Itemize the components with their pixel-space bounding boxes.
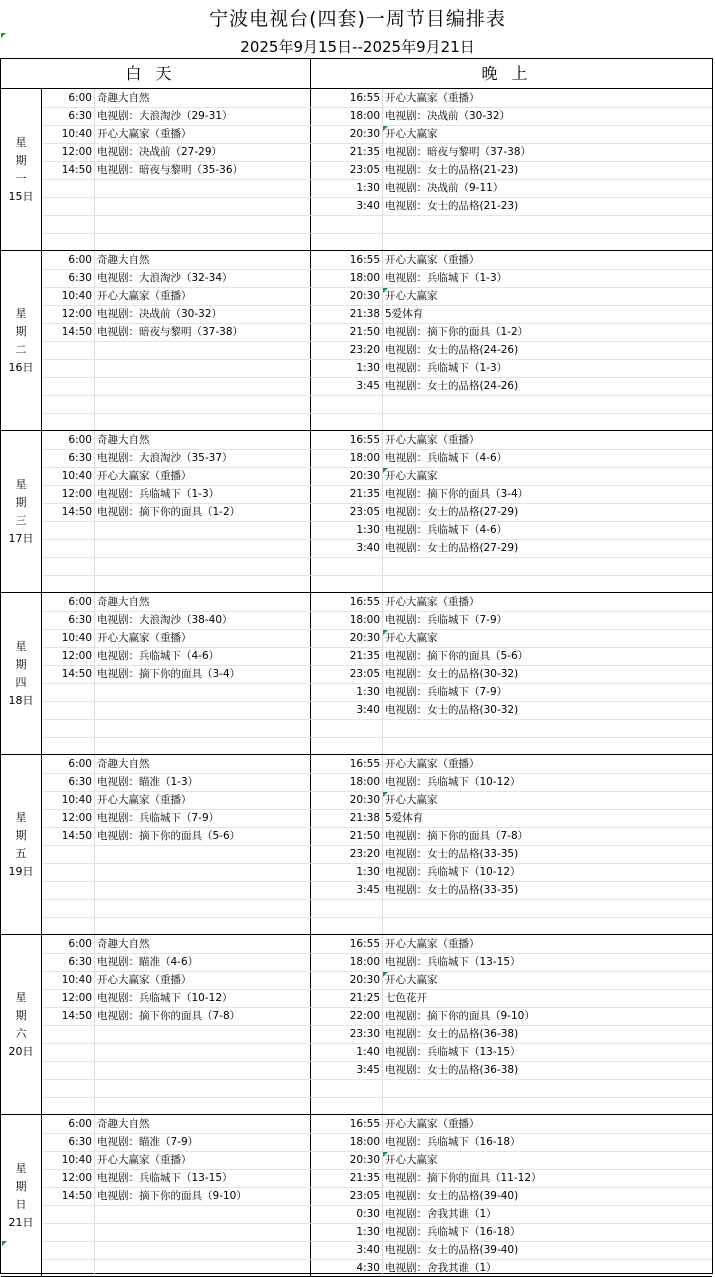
daytime-slot-program: 奇趣大自然 — [97, 254, 150, 266]
daytime-slot-time: 10:40 — [61, 290, 92, 302]
evening-slot-program: 开心大赢家 — [385, 794, 438, 806]
daytime-slot-program: 电视剧：摘下你的面具（7-8） — [97, 1010, 241, 1022]
daytime-slot-program: 开心大赢家（重播） — [97, 1154, 192, 1166]
evening-slot-time: 3:45 — [356, 380, 380, 392]
evening-slot-program: 电视剧：兵临城下（13-15） — [385, 1046, 521, 1058]
weekday-label-char: 期 — [15, 495, 27, 509]
daytime-slot-program: 电视剧：瞄准（4-6） — [97, 956, 199, 968]
weekday-label-char: 五 — [15, 846, 27, 860]
daytime-slot-program: 电视剧：决战前（27-29） — [97, 146, 223, 158]
evening-slot-time: 1:30 — [356, 1226, 380, 1238]
evening-slot-program: 5爱体育 — [385, 812, 424, 824]
day-block — [1, 89, 712, 251]
weekday-label-char: 三 — [15, 513, 27, 527]
evening-slot-time: 18:00 — [349, 452, 380, 464]
evening-slot-time: 1:30 — [356, 362, 380, 374]
weekday-label — [1, 755, 42, 934]
daytime-slot-time: 6:30 — [68, 452, 92, 464]
weekday-label — [1, 251, 42, 430]
evening-slot-time: 18:00 — [349, 776, 380, 788]
daytime-slot-time: 14:50 — [61, 830, 92, 842]
evening-slot-time: 20:30 — [349, 1154, 380, 1166]
header-daytime: 白天 — [1, 59, 311, 88]
daytime-slot-program: 电视剧：暗夜与黎明（37-38） — [97, 326, 244, 338]
row-gridline — [42, 917, 712, 918]
evening-slot-program: 电视剧：决战前（30-32） — [385, 110, 511, 122]
evening-slot-program: 电视剧：兵临城下（1-3） — [385, 362, 508, 374]
column-divider — [382, 431, 383, 592]
evening-slot-time: 18:00 — [349, 1136, 380, 1148]
evening-slot-program: 电视剧：兵临城下（4-6） — [385, 452, 508, 464]
weekday-label-char: 期 — [15, 828, 27, 842]
weekday-label-char: 16日 — [8, 360, 34, 374]
column-divider — [382, 593, 383, 754]
daytime-slot-program: 电视剧：摘下你的面具（5-6） — [97, 830, 241, 842]
weekday-label-char: 星 — [15, 810, 27, 824]
daytime-slot-program: 开心大赢家（重播） — [97, 290, 192, 302]
daytime-slot-program: 电视剧：摘下你的面具（9-10） — [97, 1190, 247, 1202]
daytime-slot-program: 奇趣大自然 — [97, 758, 150, 770]
row-gridline — [42, 899, 712, 900]
evening-slot-program: 电视剧：女士的品格(30-32) — [385, 704, 519, 716]
row-gridline — [42, 395, 712, 396]
evening-slot-time: 23:05 — [349, 506, 380, 518]
evening-slot-time: 21:50 — [349, 326, 380, 338]
evening-slot-time: 23:30 — [349, 1028, 380, 1040]
evening-slot-time: 3:40 — [356, 704, 380, 716]
daytime-slot-program: 电视剧：瞄准（7-9） — [97, 1136, 199, 1148]
evening-slot-time: 18:00 — [349, 956, 380, 968]
evening-slot-time: 23:05 — [349, 164, 380, 176]
evening-slot-program: 电视剧：摘下你的面具（1-2） — [385, 326, 529, 338]
daytime-slot-program: 开心大赢家（重播） — [97, 470, 192, 482]
row-gridline — [42, 413, 712, 414]
daytime-slot-time: 14:50 — [61, 1010, 92, 1022]
evening-slot-program: 开心大赢家（重播） — [385, 434, 480, 446]
evening-slot-time: 1:40 — [356, 1046, 380, 1058]
weekday-label-char: 星 — [15, 306, 27, 320]
evening-slot-time: 18:00 — [349, 110, 380, 122]
evening-slot-time: 21:35 — [349, 488, 380, 500]
column-divider — [382, 89, 383, 250]
weekday-label-char: 星 — [15, 1161, 27, 1175]
evening-slot-program: 电视剧：摘下你的面具（3-4） — [385, 488, 529, 500]
evening-slot-program: 电视剧：女士的品格(30-32) — [385, 668, 519, 680]
weekday-label-char: 15日 — [8, 189, 34, 203]
evening-slot-program: 电视剧：暗夜与黎明（37-38） — [385, 146, 532, 158]
daytime-slot-program: 电视剧：兵临城下（10-12） — [97, 992, 233, 1004]
table-header-row — [1, 59, 712, 89]
daytime-slot-time: 10:40 — [61, 794, 92, 806]
weekday-label-char: 期 — [15, 153, 27, 167]
weekday-label — [1, 431, 42, 592]
day-block — [1, 431, 712, 593]
evening-slot-program: 电视剧：摘下你的面具（9-10） — [385, 1010, 535, 1022]
daytime-slot-time: 6:30 — [68, 614, 92, 626]
evening-slot-program: 电视剧：女士的品格(36-38) — [385, 1028, 519, 1040]
daytime-slot-program: 奇趣大自然 — [97, 596, 150, 608]
weekday-label-char: 17日 — [8, 531, 34, 545]
evening-slot-program: 开心大赢家 — [385, 1154, 438, 1166]
daytime-slot-time: 14:50 — [61, 668, 92, 680]
evening-slot-time: 18:00 — [349, 272, 380, 284]
evening-slot-time: 3:45 — [356, 1064, 380, 1076]
column-divider — [94, 431, 95, 592]
evening-slot-program: 开心大赢家（重播） — [385, 938, 480, 950]
evening-slot-time: 16:55 — [349, 1118, 380, 1130]
daytime-slot-program: 电视剧：摘下你的面具（3-4） — [97, 668, 241, 680]
weekday-label — [1, 1115, 42, 1276]
daytime-slot-time: 10:40 — [61, 632, 92, 644]
evening-slot-time: 16:55 — [349, 938, 380, 950]
daytime-slot-time: 6:00 — [68, 596, 92, 608]
cell-comment-marker — [383, 126, 388, 131]
evening-slot-program: 电视剧：女士的品格(21-23) — [385, 164, 519, 176]
row-gridline — [42, 215, 712, 216]
evening-slot-program: 电视剧：女士的品格(27-29) — [385, 506, 519, 518]
evening-slot-time: 20:30 — [349, 632, 380, 644]
evening-slot-time: 16:55 — [349, 254, 380, 266]
evening-slot-time: 23:20 — [349, 344, 380, 356]
daytime-slot-time: 12:00 — [61, 146, 92, 158]
evening-slot-program: 5爱体育 — [385, 308, 424, 320]
daytime-slot-time: 10:40 — [61, 470, 92, 482]
daytime-slot-program: 电视剧：兵临城下（13-15） — [97, 1172, 233, 1184]
daytime-slot-time: 6:30 — [68, 110, 92, 122]
evening-slot-program: 电视剧：女士的品格(24-26) — [385, 380, 519, 392]
weekday-label-char: 20日 — [8, 1044, 34, 1058]
daytime-slot-program: 电视剧：大浪淘沙（29-31） — [97, 110, 233, 122]
evening-slot-time: 1:30 — [356, 182, 380, 194]
day-block — [1, 935, 712, 1115]
daytime-slot-time: 14:50 — [61, 326, 92, 338]
daytime-slot-program: 开心大赢家（重播） — [97, 974, 192, 986]
evening-slot-program: 电视剧：女士的品格(33-35) — [385, 884, 519, 896]
evening-slot-program: 电视剧：女士的品格(24-26) — [385, 344, 519, 356]
weekday-label — [1, 593, 42, 754]
page-subtitle: 2025年9月15日--2025年9月21日 — [240, 38, 475, 56]
evening-slot-time: 21:38 — [349, 308, 380, 320]
daytime-slot-program: 开心大赢家（重播） — [97, 794, 192, 806]
weekday-label-char: 日 — [15, 1197, 27, 1211]
daytime-slot-time: 6:00 — [68, 434, 92, 446]
daytime-slot-time: 12:00 — [61, 650, 92, 662]
daytime-slot-program: 电视剧：大浪淘沙（35-37） — [97, 452, 233, 464]
evening-slot-time: 21:35 — [349, 650, 380, 662]
evening-slot-program: 开心大赢家 — [385, 290, 438, 302]
evening-slot-program: 开心大赢家 — [385, 632, 438, 644]
weekday-label-char: 21日 — [8, 1215, 34, 1229]
weekday-label-char: 19日 — [8, 864, 34, 878]
cell-comment-marker — [383, 288, 388, 293]
daytime-slot-time: 12:00 — [61, 1172, 92, 1184]
evening-slot-time: 23:20 — [349, 848, 380, 860]
evening-slot-program: 电视剧：兵临城下（10-12） — [385, 866, 521, 878]
evening-slot-program: 电视剧：女士的品格(39-40) — [385, 1190, 519, 1202]
evening-slot-program: 电视剧：兵临城下（7-9） — [385, 686, 508, 698]
daytime-slot-program: 奇趣大自然 — [97, 434, 150, 446]
daytime-slot-program: 电视剧：兵临城下（4-6） — [97, 650, 220, 662]
evening-slot-program: 电视剧：兵临城下（13-15） — [385, 956, 521, 968]
day-block — [1, 593, 712, 755]
daytime-slot-program: 电视剧：暗夜与黎明（35-36） — [97, 164, 244, 176]
weekday-label-char: 18日 — [8, 693, 34, 707]
daytime-slot-program: 电视剧：兵临城下（7-9） — [97, 812, 220, 824]
row-gridline — [42, 233, 712, 234]
weekday-label-char: 星 — [15, 990, 27, 1004]
daytime-slot-program: 开心大赢家（重播） — [97, 128, 192, 140]
evening-slot-program: 电视剧：摘下你的面具（11-12） — [385, 1172, 542, 1184]
weekday-label — [1, 935, 42, 1114]
column-divider — [382, 1115, 383, 1276]
evening-slot-time: 16:55 — [349, 92, 380, 104]
daytime-slot-time: 14:50 — [61, 1190, 92, 1202]
evening-slot-time: 3:40 — [356, 200, 380, 212]
evening-slot-program: 电视剧：决战前（9-11） — [385, 182, 504, 194]
weekday-label-char: 期 — [15, 324, 27, 338]
evening-slot-program: 开心大赢家 — [385, 470, 438, 482]
row-gridline — [42, 737, 712, 738]
evening-slot-time: 16:55 — [349, 434, 380, 446]
evening-slot-time: 20:30 — [349, 794, 380, 806]
daytime-slot-time: 6:00 — [68, 254, 92, 266]
evening-slot-program: 开心大赢家（重播） — [385, 254, 480, 266]
column-divider — [94, 89, 95, 250]
weekday-label-char: 一 — [15, 171, 27, 185]
evening-slot-program: 开心大赢家（重播） — [385, 92, 480, 104]
day-block — [1, 1115, 712, 1277]
evening-slot-time: 22:00 — [349, 1010, 380, 1022]
row-gridline — [42, 719, 712, 720]
evening-slot-time: 21:35 — [349, 146, 380, 158]
daytime-slot-time: 10:40 — [61, 1154, 92, 1166]
daytime-slot-time: 12:00 — [61, 812, 92, 824]
daytime-slot-program: 电视剧：大浪淘沙（38-40） — [97, 614, 233, 626]
weekday-label-char: 星 — [15, 135, 27, 149]
daytime-slot-program: 电视剧：决战前（30-32） — [97, 308, 223, 320]
evening-slot-program: 电视剧：女士的品格(36-38) — [385, 1064, 519, 1076]
daytime-slot-time: 12:00 — [61, 308, 92, 320]
daytime-slot-time: 14:50 — [61, 506, 92, 518]
day-block — [1, 755, 712, 935]
daytime-slot-program: 奇趣大自然 — [97, 1118, 150, 1130]
evening-slot-time: 3:40 — [356, 1244, 380, 1256]
weekday-label-char: 六 — [15, 1026, 27, 1040]
evening-slot-program: 电视剧：兵临城下（7-9） — [385, 614, 508, 626]
daytime-slot-time: 10:40 — [61, 974, 92, 986]
evening-slot-program: 电视剧：舍我其谁（1） — [385, 1208, 497, 1220]
weekday-label-char: 期 — [15, 657, 27, 671]
cell-comment-marker — [383, 1152, 388, 1157]
schedule-table — [0, 58, 713, 1274]
daytime-slot-program: 奇趣大自然 — [97, 938, 150, 950]
evening-slot-time: 21:35 — [349, 1172, 380, 1184]
daytime-slot-time: 6:00 — [68, 758, 92, 770]
evening-slot-program: 电视剧：女士的品格(27-29) — [385, 542, 519, 554]
daytime-slot-time: 6:30 — [68, 776, 92, 788]
evening-slot-time: 21:38 — [349, 812, 380, 824]
page-title: 宁波电视台(四套)一周节目编排表 — [209, 8, 506, 30]
evening-slot-time: 20:30 — [349, 128, 380, 140]
daytime-slot-program: 电视剧：摘下你的面具（1-2） — [97, 506, 241, 518]
weekday-label-char: 星 — [15, 477, 27, 491]
evening-slot-program: 开心大赢家（重播） — [385, 596, 480, 608]
daytime-slot-program: 奇趣大自然 — [97, 92, 150, 104]
daytime-slot-program: 开心大赢家（重播） — [97, 632, 192, 644]
evening-slot-program: 开心大赢家（重播） — [385, 758, 480, 770]
evening-slot-time: 4:30 — [356, 1262, 380, 1274]
evening-slot-program: 开心大赢家（重播） — [385, 1118, 480, 1130]
evening-slot-program: 电视剧：女士的品格(33-35) — [385, 848, 519, 860]
daytime-slot-time: 6:30 — [68, 1136, 92, 1148]
evening-slot-program: 电视剧：舍我其谁（1） — [385, 1262, 497, 1274]
evening-slot-program: 开心大赢家 — [385, 128, 438, 140]
daytime-slot-time: 6:30 — [68, 272, 92, 284]
evening-slot-program: 电视剧：兵临城下（1-3） — [385, 272, 508, 284]
daytime-slot-program: 电视剧：兵临城下（1-3） — [97, 488, 220, 500]
weekday-label-char: 星 — [15, 639, 27, 653]
evening-slot-program: 电视剧：女士的品格(39-40) — [385, 1244, 519, 1256]
evening-slot-program: 电视剧：摘下你的面具（7-8） — [385, 830, 529, 842]
evening-slot-time: 20:30 — [349, 974, 380, 986]
evening-slot-time: 1:30 — [356, 866, 380, 878]
weekday-label-char: 期 — [15, 1008, 27, 1022]
daytime-slot-program: 电视剧：大浪淘沙（32-34） — [97, 272, 233, 284]
evening-slot-time: 16:55 — [349, 596, 380, 608]
day-block — [1, 251, 712, 431]
weekday-label-char: 期 — [15, 1179, 27, 1193]
daytime-slot-time: 6:00 — [68, 92, 92, 104]
evening-slot-time: 23:05 — [349, 1190, 380, 1202]
evening-slot-program: 电视剧：兵临城下（16-18） — [385, 1136, 521, 1148]
evening-slot-time: 3:40 — [356, 542, 380, 554]
cell-comment-marker — [2, 1241, 7, 1246]
evening-slot-program: 七色花开 — [385, 992, 427, 1004]
row-gridline — [42, 1079, 712, 1080]
header-evening: 晚上 — [481, 64, 542, 83]
evening-slot-time: 0:30 — [356, 1208, 380, 1220]
daytime-slot-time: 14:50 — [61, 164, 92, 176]
cell-comment-marker — [383, 972, 388, 977]
evening-slot-time: 18:00 — [349, 614, 380, 626]
evening-slot-program: 电视剧：兵临城下（10-12） — [385, 776, 521, 788]
evening-slot-program: 电视剧：兵临城下（16-18） — [385, 1226, 521, 1238]
cell-comment-marker — [383, 792, 388, 797]
daytime-slot-time: 6:00 — [68, 938, 92, 950]
daytime-slot-program: 电视剧：瞄准（1-3） — [97, 776, 199, 788]
weekday-label-char: 二 — [15, 342, 27, 356]
cell-comment-marker — [383, 468, 388, 473]
evening-slot-time: 21:25 — [349, 992, 380, 1004]
evening-slot-program: 电视剧：女士的品格(21-23) — [385, 200, 519, 212]
evening-slot-time: 20:30 — [349, 290, 380, 302]
daytime-slot-time: 12:00 — [61, 992, 92, 1004]
row-gridline — [42, 557, 712, 558]
weekday-label-char: 四 — [15, 675, 27, 689]
row-gridline — [42, 1097, 712, 1098]
evening-slot-time: 1:30 — [356, 524, 380, 536]
evening-slot-program: 电视剧：兵临城下（4-6） — [385, 524, 508, 536]
evening-slot-time: 20:30 — [349, 470, 380, 482]
daytime-slot-time: 6:00 — [68, 1118, 92, 1130]
evening-slot-time: 3:45 — [356, 884, 380, 896]
evening-slot-time: 1:30 — [356, 686, 380, 698]
evening-slot-program: 电视剧：摘下你的面具（5-6） — [385, 650, 529, 662]
evening-slot-time: 16:55 — [349, 758, 380, 770]
daytime-slot-time: 12:00 — [61, 488, 92, 500]
evening-slot-time: 21:50 — [349, 830, 380, 842]
column-divider — [94, 593, 95, 754]
row-gridline — [42, 575, 712, 576]
evening-slot-time: 23:05 — [349, 668, 380, 680]
daytime-slot-time: 6:30 — [68, 956, 92, 968]
evening-slot-program: 开心大赢家 — [385, 974, 438, 986]
daytime-slot-time: 10:40 — [61, 128, 92, 140]
weekday-label — [1, 89, 42, 250]
cell-comment-marker — [383, 630, 388, 635]
column-divider — [94, 1115, 95, 1276]
